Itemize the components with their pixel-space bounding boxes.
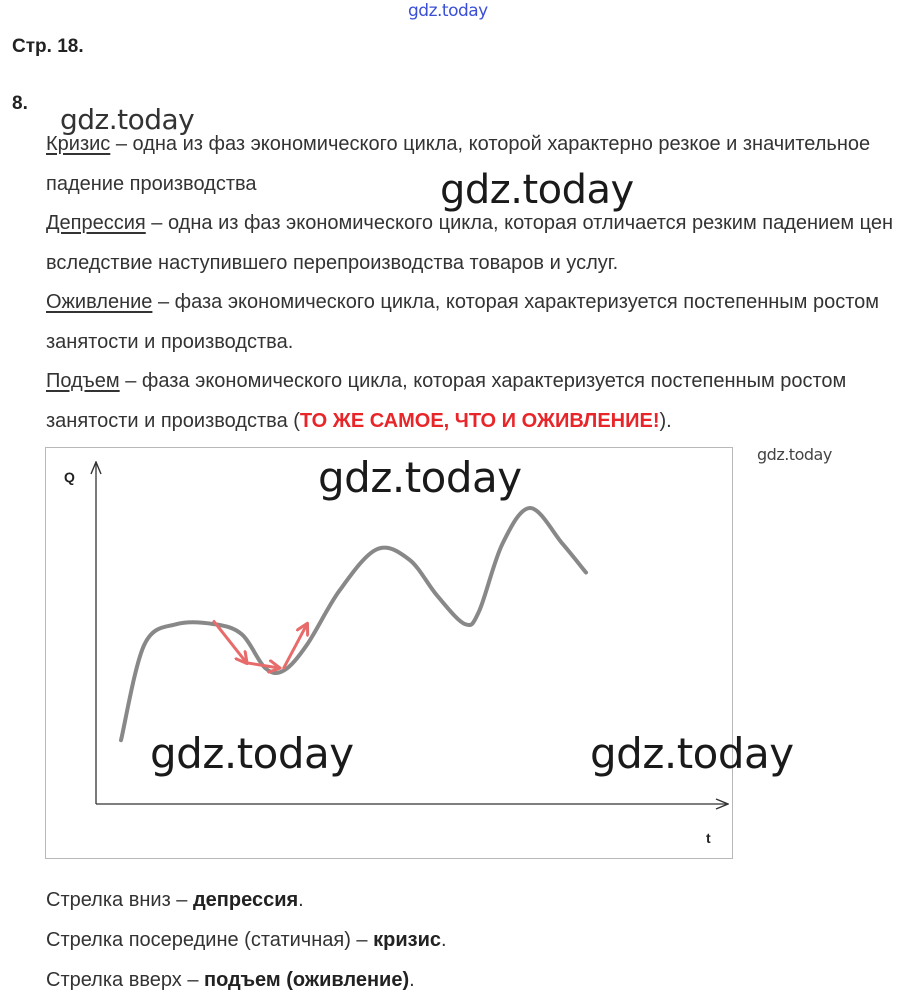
definition-tail: ). — [659, 409, 672, 432]
definition-text: – одна из фаз экономического цикла, которой характерно резкое и значительное падение производства — [46, 133, 871, 195]
x-axis-label: t — [706, 830, 711, 846]
watermark-top: gdz.today — [408, 1, 488, 21]
legend-middle — [46, 920, 447, 960]
term-boom: Подъем — [46, 370, 120, 392]
highlight-note: ТО ЖЕ САМОЕ, ЧТО И ОЖИВЛЕНИЕ! — [299, 409, 660, 432]
definition-text: – фаза экономического цикла, которая характеризуется постепенным ростом занятости и производства. — [46, 291, 880, 353]
definition-depression — [46, 204, 896, 283]
definition-text: – одна из фаз экономического цикла, которая отличается резким падением цен вследствие наступившего перепроизводства товаров и услуг. — [46, 212, 894, 274]
legend-text: Стрелка посередине (статичная) – — [46, 929, 374, 951]
watermark-5: gdz.today — [150, 729, 354, 778]
watermark-1: gdz.today — [60, 103, 195, 136]
legend-tail: . — [298, 889, 304, 911]
term-recovery: Оживление — [46, 291, 153, 313]
legend-bold: подъем (оживление) — [204, 969, 410, 991]
watermark-6: gdz.today — [590, 729, 794, 778]
term-depression: Депрессия — [46, 212, 146, 234]
y-axis-label: Q — [64, 469, 75, 485]
legend-tail: . — [409, 969, 415, 991]
legend-bold: кризис — [373, 929, 441, 951]
economic-cycle-chart — [45, 447, 733, 859]
task-number: 8. — [12, 93, 28, 114]
chart-canvas — [46, 448, 734, 860]
legend-up — [46, 960, 447, 1000]
watermark-2: gdz.today — [440, 167, 634, 213]
page-reference: Стр. 18. — [12, 36, 84, 57]
legend-bold: депрессия — [192, 889, 299, 911]
legend-tail: . — [441, 929, 447, 951]
watermark-4: gdz.today — [318, 453, 522, 502]
definition-recovery — [46, 283, 896, 362]
definition-text: – фаза экономического цикла, которая характеризуется постепенным ростом занятости и производства ( — [46, 370, 847, 432]
cycle-line — [121, 508, 586, 740]
legend-down — [46, 880, 447, 920]
legend-text: Стрелка вверх – — [46, 969, 205, 991]
watermark-3: gdz.today — [757, 445, 832, 464]
legend-text: Стрелка вниз – — [46, 889, 193, 911]
definition-boom — [46, 362, 896, 441]
term-crisis: Кризис — [46, 133, 111, 155]
arrow-legend — [46, 880, 447, 1000]
